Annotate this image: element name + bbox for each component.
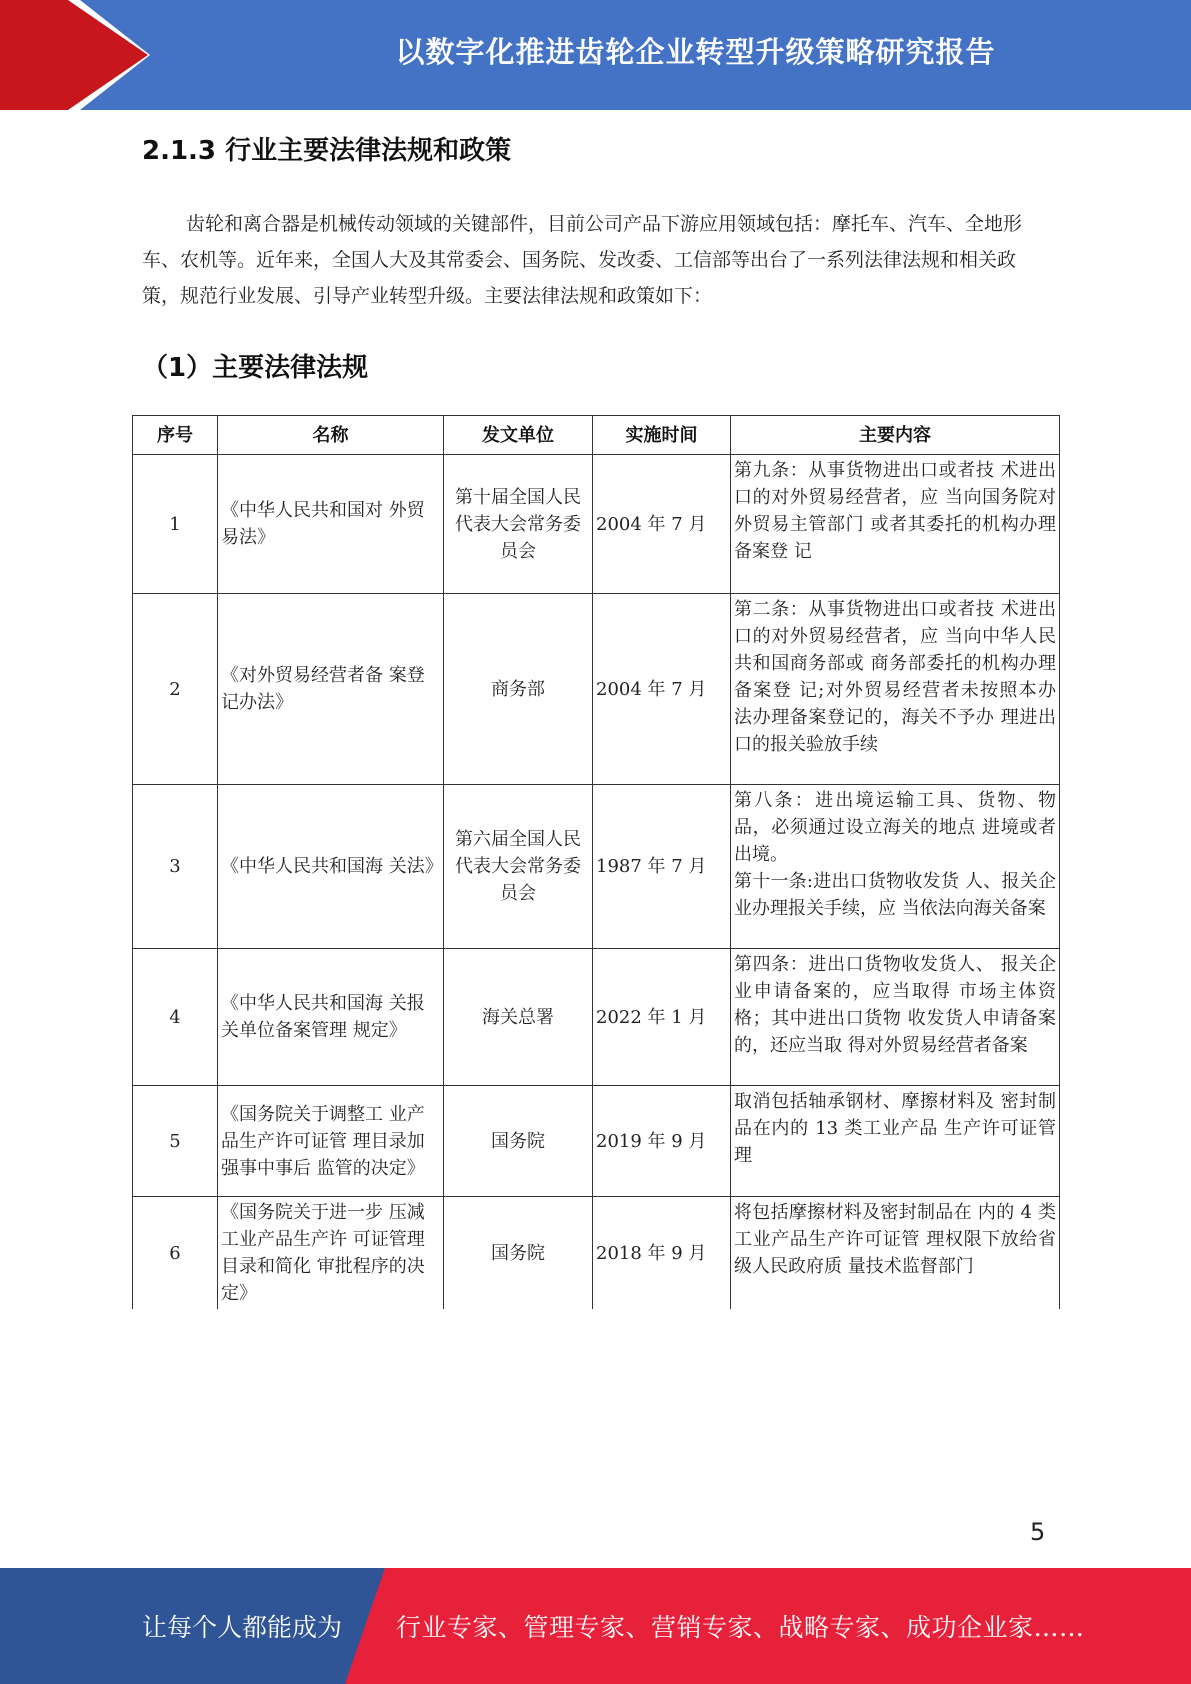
issuing-unit: 国务院 (444, 1197, 593, 1310)
column-header-unit: 发文单位 (444, 416, 593, 455)
intro-paragraph: 齿轮和离合器是机械传动领域的关键部件，目前公司产品下游应用领域包括：摩托车、汽车、全地形车、农机等。近年来，全国人大及其常委会、国务院、发改委、工信部等出台了一系列法律法规和相关政策，规范行业发展、引导产业转型升级。主要法律法规和政策如下： (142, 213, 1023, 307)
issuing-unit: 海关总署 (444, 949, 593, 1086)
row-number: 2 (133, 594, 218, 785)
header-arrow-decoration (0, 0, 150, 110)
effective-date: 2019 年 9 月 (593, 1086, 731, 1197)
law-name: 《对外贸易经营者备 案登记办法》 (218, 594, 444, 785)
main-content (731, 785, 1060, 949)
page-number: 5 (1030, 1518, 1046, 1546)
section-heading: 2.1.3 行业主要法律法规和政策 (142, 136, 512, 166)
table-row (133, 949, 1060, 1086)
table-row (133, 455, 1060, 594)
content-article-11: 第十一条:进出口货物收发货 人、报关企业办理报关手续，应 当依法向海关备案 (734, 871, 1056, 919)
table-row (133, 1197, 1060, 1310)
footer-band (0, 1568, 1191, 1684)
table-row (133, 594, 1060, 785)
main-content: 取消包括轴承钢材、摩擦材料及 密封制品在内的 13 类工业产品 生产许可证管理 (731, 1086, 1060, 1197)
effective-date: 1987 年 7 月 (593, 785, 731, 949)
column-header-date: 实施时间 (593, 416, 731, 455)
content-article-8: 第八条：进出境运输工具、货物、物品，必须通过设立海关的地点 进境或者出境。 (734, 790, 1056, 865)
header-band (0, 0, 1191, 110)
row-number: 3 (133, 785, 218, 949)
law-name: 《中华人民共和国对 外贸易法》 (218, 455, 444, 594)
table-row (133, 785, 1060, 949)
row-number: 1 (133, 455, 218, 594)
column-header-name: 名称 (218, 416, 444, 455)
main-content: 第四条：进出口货物收发货人、 报关企业申请备案的，应当取得 市场主体资格；其中进出口货物 收发货人申请备案的，还应当取 得对外贸易经营者备案 (731, 949, 1060, 1086)
report-title: 以数字化推进齿轮企业转型升级策略研究报告 (395, 34, 996, 69)
column-header-content: 主要内容 (731, 416, 1060, 455)
issuing-unit: 国务院 (444, 1086, 593, 1197)
footer-slogan-right: 行业专家、管理专家、营销专家、战略专家、成功企业家…… (396, 1613, 1085, 1642)
row-number: 5 (133, 1086, 218, 1197)
effective-date: 2022 年 1 月 (593, 949, 731, 1086)
issuing-unit: 第十届全国人民代表大会常务委员会 (444, 455, 593, 594)
column-header-no: 序号 (133, 416, 218, 455)
table-row (133, 1086, 1060, 1197)
effective-date: 2004 年 7 月 (593, 455, 731, 594)
effective-date: 2018 年 9 月 (593, 1197, 731, 1310)
row-number: 6 (133, 1197, 218, 1310)
law-name: 《中华人民共和国海 关报关单位备案管理 规定》 (218, 949, 444, 1086)
main-content: 第九条：从事货物进出口或者技 术进出口的对外贸易经营者，应 当向国务院对外贸易主管部门 或者其委托的机构办理备案登 记 (731, 455, 1060, 594)
main-content: 第二条：从事货物进出口或者技 术进出口的对外贸易经营者，应 当向中华人民共和国商务部或 商务部委托的机构办理备案登 记;对外贸易经营者未按照本办 法办理备案登记的，海关不予办 理进出口的报关验放手续 (731, 594, 1060, 785)
laws-table (132, 415, 1060, 1309)
law-name: 《国务院关于调整工 业产品生产许可证管 理目录加强事中事后 监管的决定》 (218, 1086, 444, 1197)
main-content: 将包括摩擦材料及密封制品在 内的 4 类工业产品生产许可证管 理权限下放给省级人民政府质 量技术监督部门 (731, 1197, 1060, 1310)
sub-heading: （1）主要法律法规 (142, 353, 369, 383)
footer-slogan-left: 让每个人都能成为 (142, 1613, 343, 1642)
table-header-row (133, 416, 1060, 455)
row-number: 4 (133, 949, 218, 1086)
effective-date: 2004 年 7 月 (593, 594, 731, 785)
law-name: 《中华人民共和国海 关法》 (218, 785, 444, 949)
law-name: 《国务院关于进一步 压减工业产品生产许 可证管理目录和简化 审批程序的决定》 (218, 1197, 444, 1310)
issuing-unit: 第六届全国人民代表大会常务委员会 (444, 785, 593, 949)
issuing-unit: 商务部 (444, 594, 593, 785)
